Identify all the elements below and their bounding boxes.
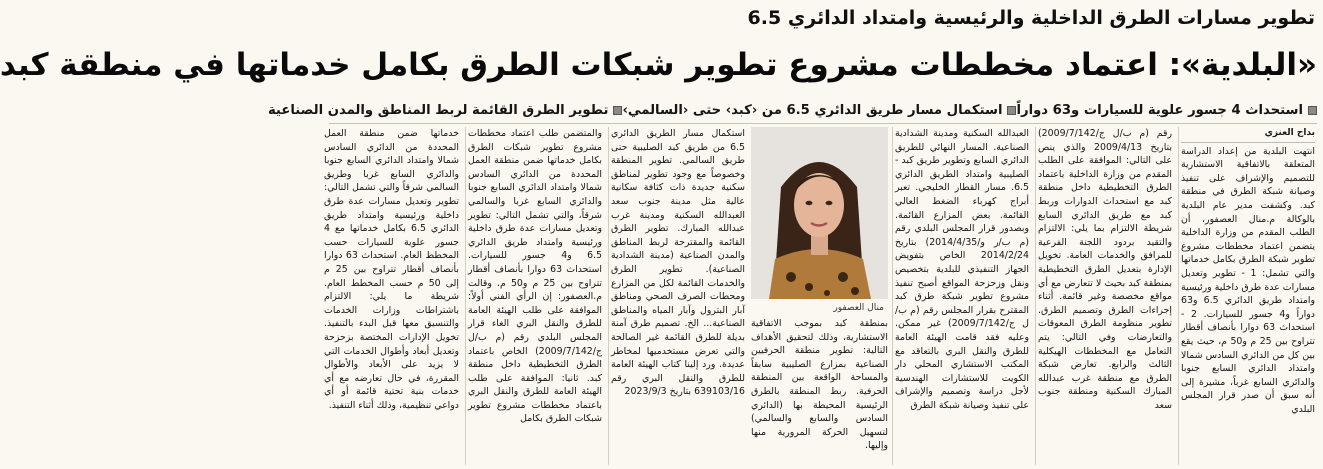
bullet-square-icon — [1308, 106, 1317, 115]
column-text: رقم (م ب/ل ج/2009/7/142) بتاريخ 2009/4/13 والذي ينص على التالي: الموافقة على الطلب المقدم من وزارة الداخلية باعتماد الطرق التخطيطية داخل منطقة كبد مع استحداث الدوارات وربط كبد مع طريق الدائري السابع شريطة الالتزام بما يلي: الالتزام والتقيد بردود اللجنة الفرعية للمرافق والخدمات العامة. تخويل الإدارة بتعديل الطرق التخطيطية بمنطقة كبد بحيث لا تتعارض مع أي مواقع مخصصة وغير قائمة. أثناء إجراءات الطرق وتصميم الطرق. تطوير منظومة الطرق المعوقات والتعارضات وفي التالي: يتم التعامل مع المخططات الهيكلية الثالث والرابع. تعارض شبكة الطرق مع منطقة غرب عبدالله المبارك السكنية ومنطقة جنوب سعد — [1038, 128, 1172, 411]
portrait-photo — [751, 127, 888, 299]
column-6 — [465, 127, 604, 465]
photo-caption: منال العصفور — [833, 303, 884, 313]
column-text: خدماتها ضمن منطقة العمل المحددة من الدائري السادس شمالا وامتداد الدائري السابع جنوبا والدائري السابع غربا وطريق السالمي شرقاً والتي تشمل التالي: تطوير وتعديل مسارات عدة طرق داخلية ورئيسية وامتداد طريق الدائري 6.5 بكامل خدماتها مع 4 جسور علوية للسيارات حسب المخطط العام. استحداث 63 دوارا بأنصاف أقطار تتراوح بين 25 م إلى 50 م حسب المخطط العام. شريطة ما يلي: الالتزام باشتراطات وزارات الخدمات والتنسيق معها قبل البدء بالتنفيذ. تخويل الإدارات المختصة بزحزحة وتعديل أبعاد وأطوال الخدمات التي لا يزيد على الأبعاد والأطوال المقررة، في حال تعارضه مع أي خدمات بنية تحتية قائمة أو أي دواعي تنظيمية، وذلك أثناء التنفيذ. — [324, 128, 460, 411]
subhead-1 — [1016, 103, 1317, 118]
column-7 — [322, 127, 461, 465]
column-1 — [1178, 127, 1317, 465]
headline: «البلدية»: اعتماد مخططات مشروع تطوير شبكات الطرق بكامل خدماتها في منطقة كبد — [0, 47, 1317, 83]
subhead-3 — [268, 103, 623, 118]
subheads-bar — [267, 98, 1317, 124]
column-text: استكمال مسار الطريق الدائري 6.5 من طريق كبد الصليبية حتى طريق السالمي. تطوير المنطقة وخصوصاً مع وجود تطوير لمناطق سكنية جديدة ذات كثافة سكانية عالية مثل مدينة جنوب سعد العبدالله السكنية ومدينة غرب عبدالله المبارك. تطوير الطرق القائمة والمقترحة لربط المناطق والمدن الصناعية (مدينة الشدادية الصناعية). تطوير الطرق والخدمات القائمة لكل من المزارع ومحطات الصرف الصحي ومناطق آبار البترول وآبار المياه والمناطق الصناعية... الخ. تصميم طرق آمنة بديلة للطرق القائمة غير الصالحة والتي تعرض مستخدميها لمخاطر عديدة. ورد إلينا كتاب الهيئة العامة للطرق والنقل البري رقم 639103/16 بتاريخ 2023/9/3 — [611, 128, 745, 398]
column-text: بمنطقة كبد بموجب الاتفاقية الاستشارية، وذلك لتحقيق الأهداف التالية: تطوير منطقة الحرفيين الصناعية بمزارع الصليبية سابقاً والمساحة الواقعة بين المنطقة الحرفية. ربط المنطقة بالطرق الرئيسية المحيطة بها (الدائري السادس والسابع والسالمي) لتسهيل الحركة المرورية منها وإليها. — [751, 318, 888, 452]
photo-column — [751, 127, 888, 465]
byline: بداح العنزي — [1181, 127, 1315, 143]
column-2 — [1035, 127, 1174, 465]
subhead-text: تطوير الطرق القائمة لربط المناطق والمدن الصناعية — [267, 103, 609, 118]
column-5 — [608, 127, 747, 465]
portrait-illustration — [751, 127, 888, 299]
kicker: تطوير مسارات الطرق الداخلية والرئيسية وامتداد الدائري 6.5 — [747, 7, 1315, 29]
subhead-text: استكمال مسار طريق الدائري 6.5 من ‹كبد› حتى ‹السالمي› — [622, 103, 1003, 118]
subhead-text: استحداث 4 جسور علوية للسيارات و63 دواراً — [1016, 103, 1303, 118]
article-body — [324, 127, 1317, 465]
bullet-square-icon — [1007, 106, 1016, 115]
column-text: العبدالله السكنية ومدينة الشدادية الصناعية. المسار النهائي للطريق الدائري السابع وتطوير طريق كبد - الصليبية وامتداد الطريق الدائري 6.5. مسار القطار الخليجي. تعبر أبراج كهرباء الضغط العالي القائمة. بعض المزارع القائمة. وبصدور قرار المجلس البلدي رقم (م ب/ر و/2014/4/35) بتاريخ 2014/2/24 الخاص بتفويض الجهاز التنفيذي للبلدية بتخصيص ونقل وزحزحة المواقع أصبح تنفيذ مشروع تطوير شبكة طرق كبد المقترح بقرار المجلس رقم (م ب/ل ج/2009/7/142) غير ممكن. وعليه فقد قامت الهيئة العامة للطرق والنقل البري بالتعاقد مع المكتب الاستشاري المحلي دار الكويت للاستشارات الهندسية لأجل دراسة وتصميم والإشراف على تنفيذ وصيانة شبكة الطرق — [895, 128, 1029, 411]
column-text: والمتضمن طلب اعتماد مخططات مشروع تطوير شبكات الطرق بكامل خدماتها ضمن منطقة العمل المحددة من الدائري السادس شمالا وامتداد الدائري السابع جنوبا والدائري السابع غربا والسالمي شرقاً، والتي تشمل التالي: تطوير وتعديل مسارات عدة طرق داخلية ورئيسية وامتداد طريق الدائري 6.5 و4 جسور للسيارات. استحداث 63 دوارا بأنصاف أقطار تتراوح بين 25 م و50 م. وقالت م.العصفور: إن الرأي الفني أولاً: الموافقة على طلب الهيئة العامة للطرق والنقل البري الغاء قرار المجلس البلدي رقم (م ب/ل ج/2009/7/142) الخاص باعتماد الطرق التخطيطية داخل منطقة كبد. ثانيا: الموافقة على طلب الهيئة العامة للطرق والنقل البري باعتماد مخططات مشروع تطوير شبكات الطرق بكامل — [468, 128, 603, 425]
bullet-square-icon — [613, 106, 622, 115]
column-text: انتهت البلدية من إعداد الدراسة المتعلقة بالاتفاقية الاستشارية للتصميم والإشراف على تنفيذ وصيانة شبكة الطرق في منطقة كبد. وكشفت مدير عام البلدية بالوكالة م.منال العصفور، أن الطلب المقدم من وزارة الداخلية يتضمن اعتماد مخططات مشروع تطوير شبكة الطرق بكامل خدماتها والتي تشمل: 1 - تطوير وتعديل مسارات عدة طرق داخلية ورئيسية وامتداد طريق الدائري 6.5 و63 دواراً و4 جسور للسيارات. 2 - استحداث 63 دوارا بأنصاف أقطار تتراوح بين 25 م و50 م، حيث يقع بين كل من الدائري السادس شمالا وامتداد الدائري السابع جنوبا والدائري السابع غرباً، مشيرة إلى أنه سبق أن صدر قرار المجلس البلدي — [1181, 145, 1315, 415]
subhead-2 — [622, 103, 1016, 118]
column-3 — [892, 127, 1031, 465]
